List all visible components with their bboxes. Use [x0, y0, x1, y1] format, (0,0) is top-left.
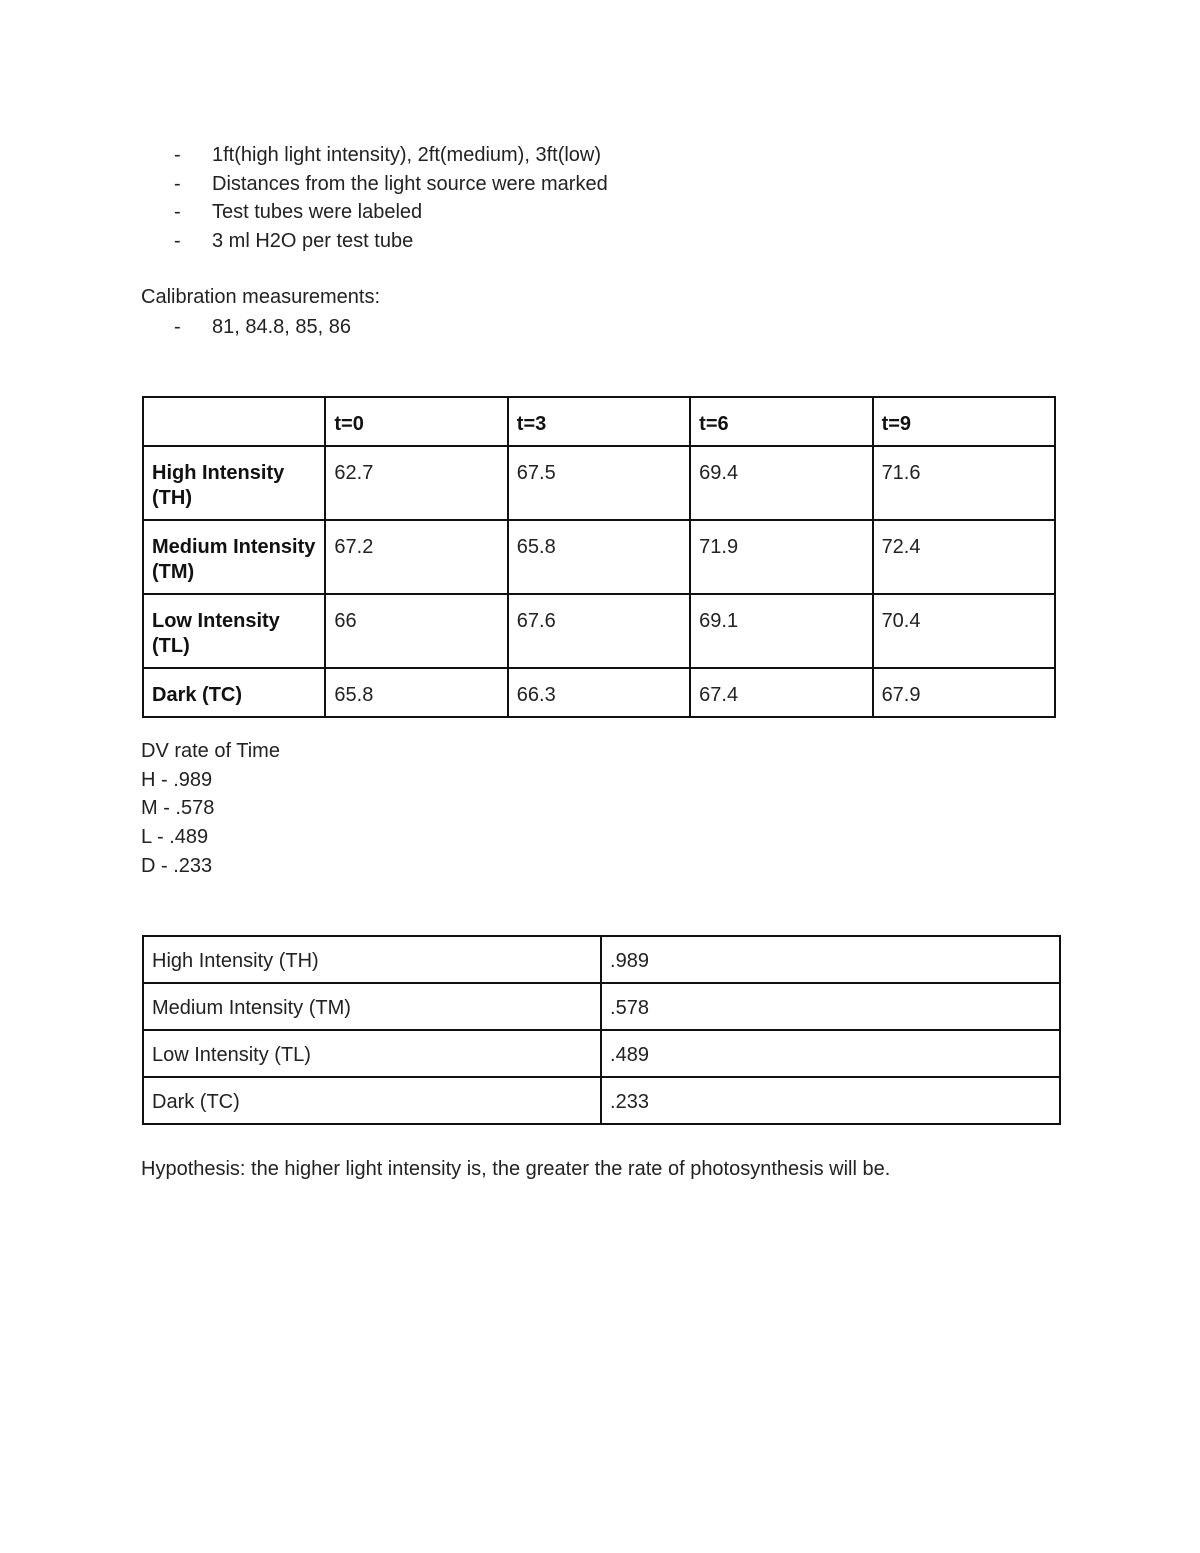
table-cell: 67.9: [873, 668, 1055, 717]
bullet-dash: -: [174, 144, 181, 166]
table-cell: 66.3: [508, 668, 690, 717]
row-label-cell: Low Intensity (TL): [143, 594, 325, 668]
dv-rate-line: M - .578: [141, 797, 215, 820]
table-row: [143, 594, 1055, 668]
setup-note-text: 1ft(high light intensity), 2ft(medium), 3ft(low): [212, 144, 602, 166]
bullet-dash: -: [174, 316, 181, 338]
table-cell: 67.5: [508, 446, 690, 520]
list-item: [141, 227, 608, 256]
list-item: [141, 170, 608, 199]
table-row: [143, 668, 1055, 717]
table-header-cell: t=3: [508, 397, 690, 446]
table-header-cell: t=6: [690, 397, 872, 446]
setup-note-text: Test tubes were labeled: [212, 201, 423, 223]
bullet-dash: -: [174, 229, 181, 252]
table-cell: 62.7: [325, 446, 507, 520]
dv-rates-title: DV rate of Time: [141, 740, 280, 762]
row-label-cell: Medium Intensity (TM): [143, 983, 601, 1030]
table-cell: 67.4: [690, 668, 872, 717]
table-cell: 65.8: [325, 668, 507, 717]
table-cell: 67.2: [325, 520, 507, 594]
table-cell: .989: [601, 936, 1060, 983]
table-row: [143, 446, 1055, 520]
bullet-dash: -: [174, 201, 181, 223]
table-cell: 67.6: [508, 594, 690, 668]
row-label-cell: Medium Intensity (TM): [143, 520, 325, 594]
setup-note-text: Distances from the light source were marked: [212, 172, 608, 195]
table-cell: 70.4: [873, 594, 1055, 668]
bullet-dash: -: [174, 172, 181, 195]
setup-note-text: 3 ml H2O per test tube: [212, 229, 414, 252]
table-cell: 71.6: [873, 446, 1055, 520]
table-cell: 69.1: [690, 594, 872, 668]
measurement-table: [142, 396, 1056, 718]
row-label-cell: Low Intensity (TL): [143, 1030, 601, 1077]
table-cell: 71.9: [690, 520, 872, 594]
table-cell: 69.4: [690, 446, 872, 520]
table-cell: .578: [601, 983, 1060, 1030]
list-item: [141, 198, 608, 227]
calibration-values: 81, 84.8, 85, 86: [212, 316, 352, 338]
table-cell: 66: [325, 594, 507, 668]
dv-rate-line: L - .489: [141, 826, 209, 849]
table-header-cell: t=9: [873, 397, 1055, 446]
table-row: [143, 936, 1060, 983]
row-label-cell: Dark (TC): [143, 668, 325, 717]
setup-notes-list: [141, 141, 608, 255]
table-cell: .489: [601, 1030, 1060, 1077]
table-row: [143, 520, 1055, 594]
list-item: [141, 313, 351, 342]
calibration-label: Calibration measurements:: [141, 286, 380, 308]
row-label-cell: Dark (TC): [143, 1077, 601, 1124]
table-header-row: [143, 397, 1055, 446]
dv-rate-line: D - .233: [141, 854, 213, 877]
table-row: [143, 983, 1060, 1030]
dv-rates-block: [141, 737, 280, 880]
table-cell: 72.4: [873, 520, 1055, 594]
table-row: [143, 1030, 1060, 1077]
list-item: [141, 141, 608, 170]
row-label-cell: High Intensity (TH): [143, 936, 601, 983]
hypothesis-text: Hypothesis: the higher light intensity is, the greater the rate of photosynthesis will be.: [141, 1158, 891, 1180]
dv-rate-line: H - .989: [141, 768, 213, 791]
table-row: [143, 1077, 1060, 1124]
table-header-cell: t=0: [325, 397, 507, 446]
row-label-cell: High Intensity (TH): [143, 446, 325, 520]
rate-table: [142, 935, 1061, 1125]
calibration-list: [141, 313, 351, 342]
table-header-cell: [143, 397, 325, 446]
table-cell: 65.8: [508, 520, 690, 594]
table-cell: .233: [601, 1077, 1060, 1124]
